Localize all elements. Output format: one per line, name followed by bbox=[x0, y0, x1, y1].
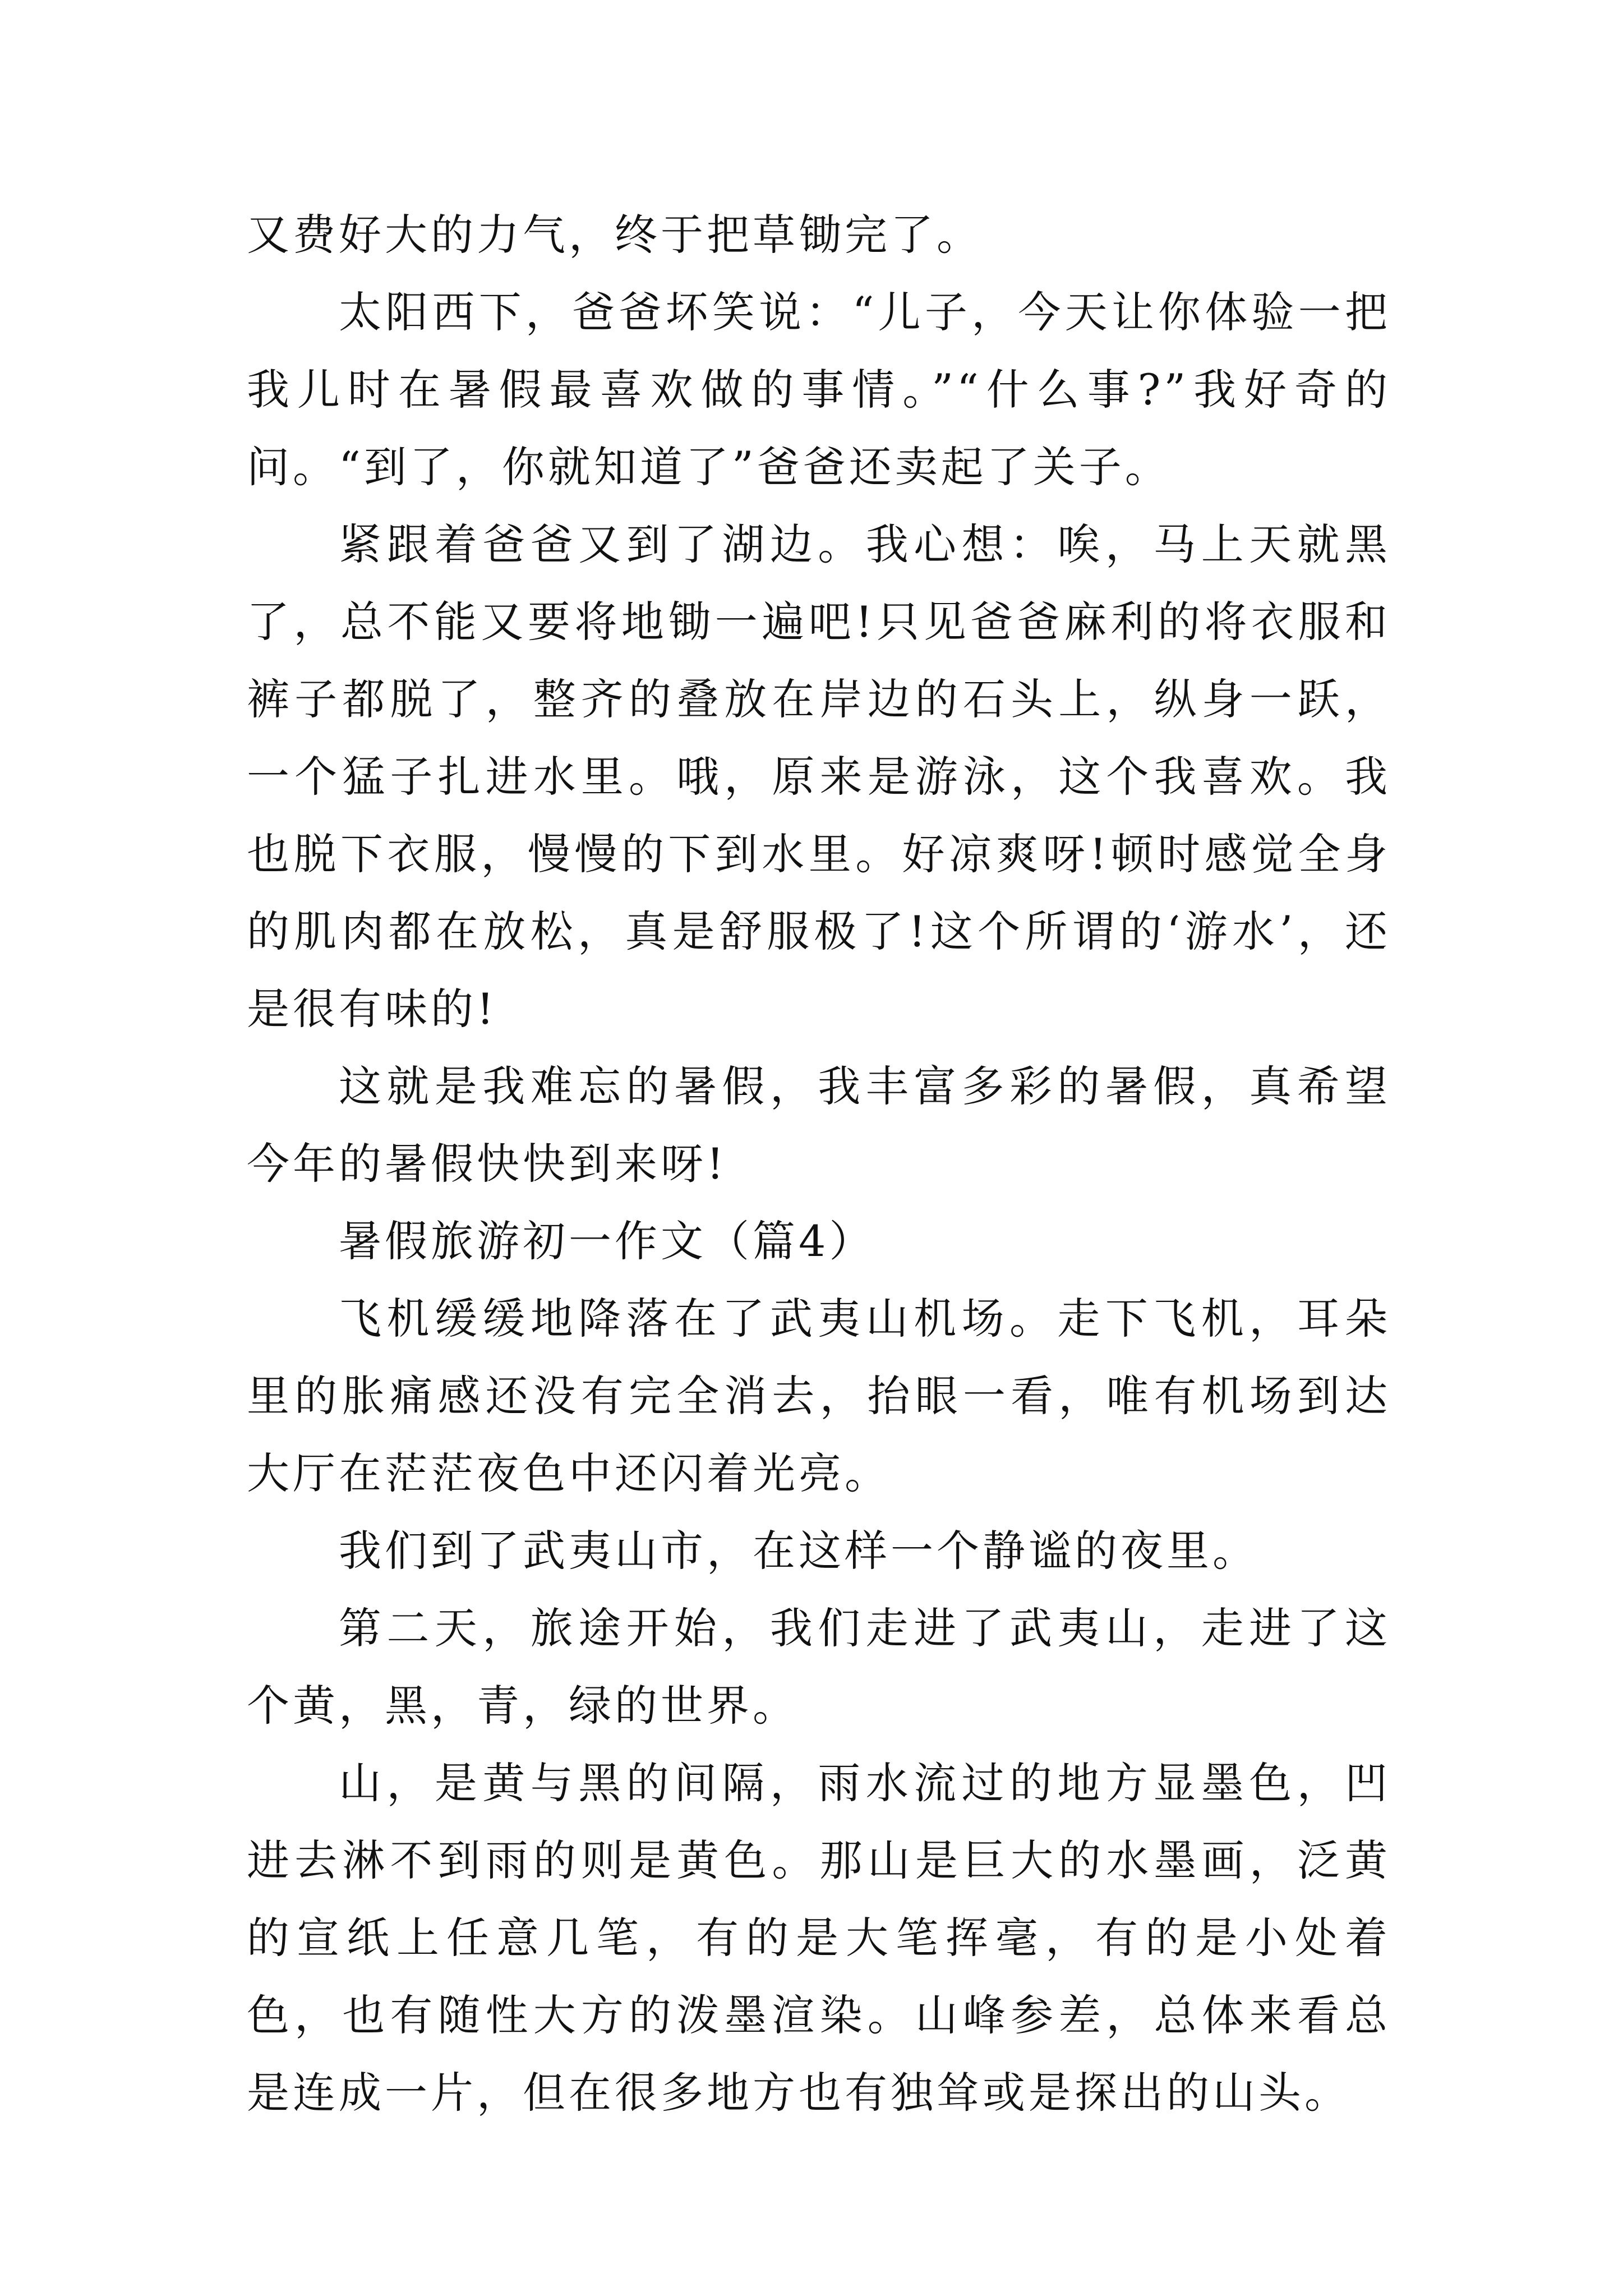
paragraph-5: 飞机缓缓地降落在了武夷山机场。走下飞机，耳朵里的胀痛感还没有完全消去，抬眼一看，唯有机场到达大厅在茫茫夜色中还闪着光亮。 bbox=[247, 1294, 1391, 1498]
section-heading: 暑假旅游初一作文（篇4） bbox=[339, 1216, 875, 1266]
paragraph-1: 又费好大的力气，终于把草锄完了。 bbox=[247, 210, 983, 260]
paragraph-3: 紧跟着爸爸又到了湖边。我心想：唉，马上天就黑了，总不能又要将地锄一遍吧!只见爸爸麻利的将衣服和裤子都脱了，整齐的叠放在岸边的石头上，纵身一跃，一个猛子扎进水里。哦，原来是游泳，这个我喜欢。我也脱下衣服，慢慢的下到水里。好凉爽呀!顿时感觉全身的肌肉都在放松，真是舒服极了!这个所谓的‘游水’，还是很有味的! bbox=[247, 519, 1391, 1034]
paragraph-8: 山，是黄与黑的间隔，雨水流过的地方显墨色，凹进去淋不到雨的则是黄色。那山是巨大的水墨画，泛黄的宣纸上任意几笔，有的是大笔挥毫，有的是小处着色，也有随性大方的泼墨渲染。山峰参差，总体来看总是连成一片，但在很多地方也有独耸或是探出的山头。 bbox=[247, 1758, 1391, 2118]
body-text bbox=[247, 196, 1391, 2132]
paragraph-4: 这就是我难忘的暑假，我丰富多彩的暑假，真希望今年的暑假快快到来呀! bbox=[247, 1061, 1391, 1189]
paragraph-6: 我们到了武夷山市，在这样一个静谧的夜里。 bbox=[339, 1526, 1258, 1576]
paragraph-7: 第二天，旅途开始，我们走进了武夷山，走进了这个黄，黑，青，绿的世界。 bbox=[247, 1603, 1391, 1731]
paragraph-2: 太阳西下，爸爸坏笑说：“儿子，今天让你体验一把我儿时在暑假最喜欢做的事情。”“什么事?”我好奇的问。“到了，你就知道了”爸爸还卖起了关子。 bbox=[247, 287, 1391, 492]
